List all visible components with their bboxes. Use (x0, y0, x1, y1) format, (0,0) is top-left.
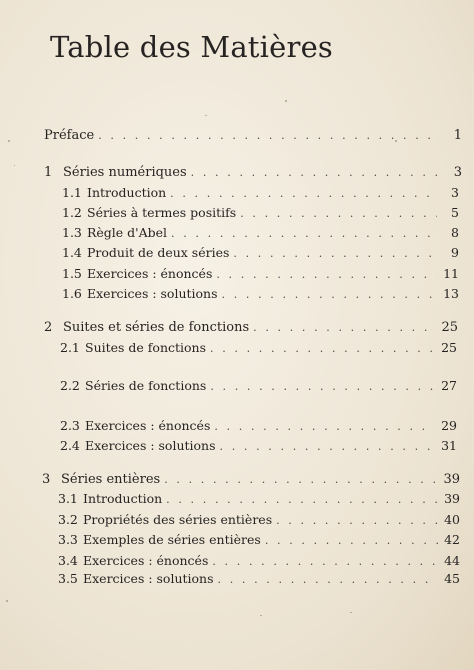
section-number: 2.1 (60, 340, 80, 355)
toc-page-number: 8 (451, 225, 459, 240)
chapter-number: 2 (44, 320, 53, 335)
toc-section-2-4[interactable] (60, 438, 457, 453)
toc-section-2-2[interactable] (60, 378, 457, 393)
section-number: 3.1 (58, 491, 78, 506)
toc-entry-label: Suites de fonctions (85, 340, 207, 355)
section-number: 2.2 (60, 378, 80, 393)
toc-entry-label: Exercices : solutions (87, 286, 218, 301)
toc-page-number: 3 (451, 185, 459, 200)
toc-preface[interactable] (44, 128, 462, 143)
toc-page-number: 1 (453, 128, 462, 143)
scan-speck (8, 140, 10, 142)
section-number: 3.3 (58, 532, 78, 547)
leader-dots (233, 247, 437, 260)
toc-section-1-5[interactable] (62, 266, 459, 281)
scan-speck (350, 612, 352, 613)
toc-entry-label: Préface (44, 128, 95, 143)
toc-page-number: 31 (441, 438, 457, 453)
toc-page-number: 39 (444, 491, 460, 506)
section-number: 1.4 (62, 245, 82, 260)
toc-page-number: 25 (441, 320, 458, 335)
leader-dots (218, 573, 438, 586)
toc-section-1-1[interactable] (62, 185, 459, 200)
toc-entry-label: Exercices : énoncés (87, 266, 213, 281)
section-number: 3.4 (58, 553, 78, 568)
scan-speck (14, 165, 15, 166)
toc-chapter-3[interactable] (42, 472, 460, 487)
leader-dots (240, 207, 437, 220)
page-title: Table des Matières (50, 30, 334, 64)
section-number: 1.5 (62, 266, 82, 281)
toc-page-number: 9 (451, 245, 459, 260)
leader-dots (212, 555, 438, 568)
toc-page-number: 39 (443, 472, 460, 487)
toc-section-3-3[interactable] (58, 532, 460, 547)
leader-dots (276, 514, 438, 527)
toc-section-1-2[interactable] (62, 205, 459, 220)
leader-dots (210, 380, 435, 393)
leader-dots (220, 440, 435, 453)
section-number: 1.2 (62, 205, 82, 220)
scan-speck (395, 140, 397, 142)
leader-dots (191, 166, 440, 179)
section-number: 2.3 (60, 418, 80, 433)
toc-page-number: 45 (444, 571, 460, 586)
leader-dots (253, 321, 436, 334)
toc-page-number: 5 (451, 205, 459, 220)
toc-page-number: 3 (453, 165, 462, 180)
toc-chapter-2[interactable] (44, 320, 458, 335)
toc-section-1-3[interactable] (62, 225, 459, 240)
toc-section-1-4[interactable] (62, 245, 459, 260)
toc-entry-label: Exercices : solutions (85, 438, 216, 453)
toc-section-2-3[interactable] (60, 418, 457, 433)
toc-section-3-1[interactable] (58, 491, 460, 506)
toc-section-3-4[interactable] (58, 553, 460, 568)
toc-entry-label: Exemples de séries entières (83, 532, 261, 547)
toc-section-3-2[interactable] (58, 512, 460, 527)
toc-entry-label: Séries à termes positifs (87, 205, 237, 220)
toc-page-number: 40 (444, 512, 460, 527)
toc-entry-label: Séries entières (61, 472, 161, 487)
toc-page-number: 27 (441, 378, 457, 393)
toc-section-1-6[interactable] (62, 286, 459, 301)
toc-page-number: 44 (444, 553, 460, 568)
leader-dots (164, 473, 438, 486)
scan-speck (6, 600, 8, 602)
leader-dots (214, 420, 435, 433)
leader-dots (170, 187, 437, 200)
toc-entry-label: Suites et séries de fonctions (63, 320, 250, 335)
leader-dots (210, 342, 435, 355)
toc-entry-label: Exercices : énoncés (85, 418, 211, 433)
toc-page-number: 13 (443, 286, 459, 301)
section-number: 2.4 (60, 438, 80, 453)
chapter-number: 3 (42, 472, 51, 487)
toc-entry-label: Séries numériques (63, 165, 187, 180)
toc-page-number: 29 (441, 418, 457, 433)
section-number: 1.3 (62, 225, 82, 240)
toc-entry-label: Exercices : solutions (83, 571, 214, 586)
toc-chapter-1[interactable] (44, 165, 462, 180)
leader-dots (166, 493, 438, 506)
leader-dots (216, 268, 437, 281)
leader-dots (265, 534, 438, 547)
toc-section-3-5[interactable] (58, 571, 460, 586)
section-number: 1.1 (62, 185, 82, 200)
toc-entry-label: Séries de fonctions (85, 378, 207, 393)
scan-speck (260, 615, 262, 616)
toc-entry-label: Introduction (87, 185, 167, 200)
chapter-number: 1 (44, 165, 53, 180)
toc-entry-label: Propriétés des séries entières (83, 512, 273, 527)
section-number: 3.5 (58, 571, 78, 586)
toc-page-number: 11 (443, 266, 459, 281)
scan-speck (205, 115, 207, 116)
scan-speck (285, 100, 287, 102)
section-number: 1.6 (62, 286, 82, 301)
toc-entry-label: Exercices : énoncés (83, 553, 209, 568)
leader-dots (171, 227, 437, 240)
toc-entry-label: Introduction (83, 491, 163, 506)
section-number: 3.2 (58, 512, 78, 527)
toc-page-number: 25 (441, 340, 457, 355)
toc-entry-label: Produit de deux séries (87, 245, 230, 260)
toc-section-2-1[interactable] (60, 340, 457, 355)
leader-dots (98, 129, 440, 142)
toc-page-number: 42 (444, 532, 460, 547)
leader-dots (222, 288, 437, 301)
toc-entry-label: Règle d'Abel (87, 225, 168, 240)
